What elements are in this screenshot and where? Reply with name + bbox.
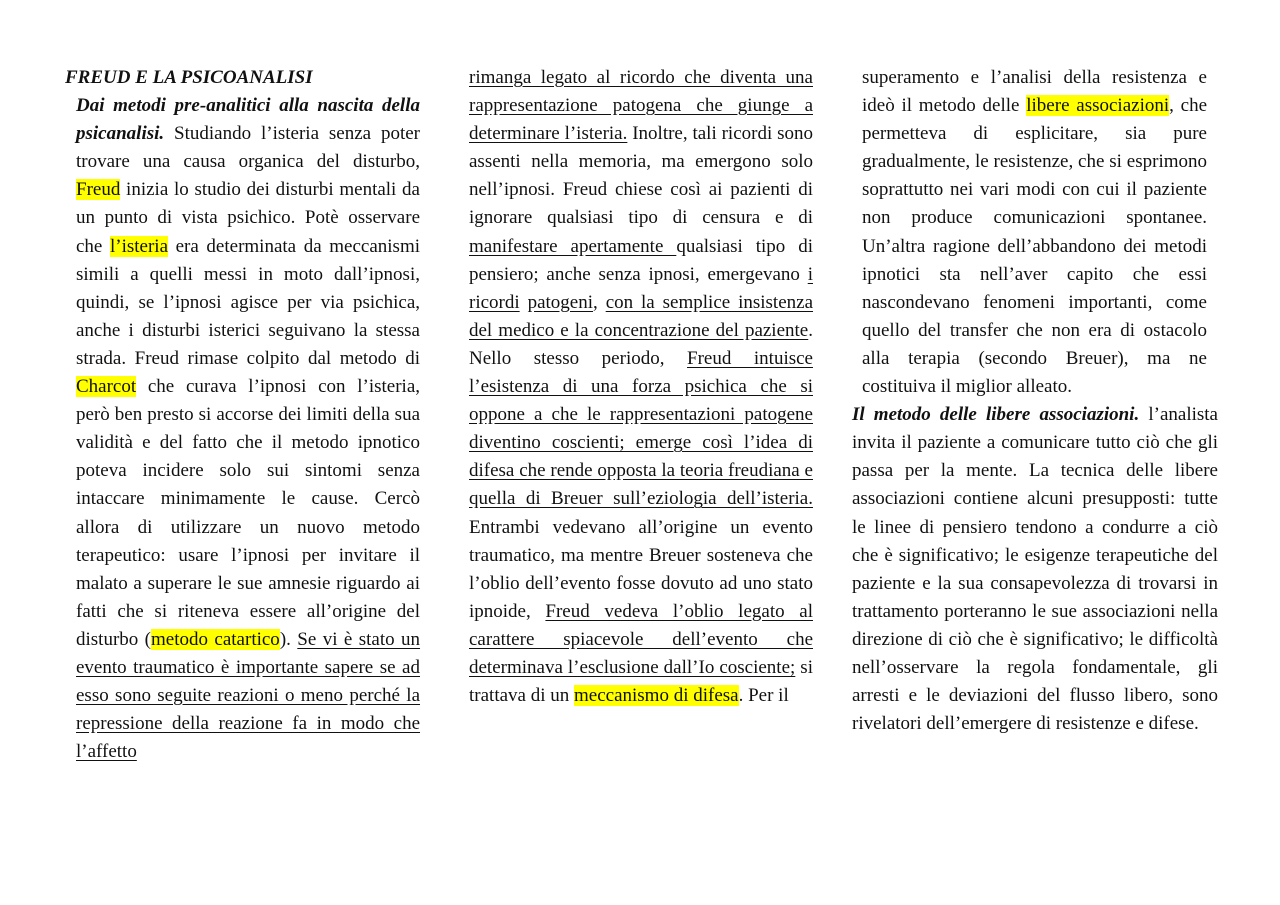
- underlined-text: rimanga legato al ricordo che diventa una rappresentazione patogena che giunge a determinare l’isteria.: [469, 67, 813, 145]
- document-title: FREUD E LA PSICOANALISI: [65, 67, 313, 88]
- section-heading-dot: .: [159, 123, 165, 145]
- underlined-text: i ricordi: [469, 263, 813, 313]
- paragraph-pre-analytic-methods: [76, 92, 420, 766]
- text-run: Inoltre, tali ricordi sono assenti nella memoria, ma emergono solo nell’ipnosi. Freud chiese così ai pazienti di ignorare qualsiasi tipo di censura e di: [469, 123, 813, 229]
- text-run: ).: [279, 628, 298, 650]
- text-run: era determinata da meccanismi simili a quelli messi in moto dall’ipnosi, quindi, se l’ipnosi agisce per via psichica, anche i disturbi isterici seguivano la stessa strada. Freud rimase colpito dal metodo di: [76, 235, 420, 369]
- text-run: si trattava di un: [469, 656, 813, 707]
- text-run: che curava l’ipnosi con l’isteria, però ben presto si accorse dei limiti della sua validità e del fatto che il metodo ipnotico poteva incidere solo sui sintomi senza intaccare minimamente le cause. Cercò allora di utilizzare un nuovo metodo terapeutico: usare l’ipnosi per invitare il malato a superare le sue amnesie riguardo ai fatti che si riteneva essere all’origine del disturbo (: [76, 376, 420, 650]
- paragraph-free-association-method: [852, 401, 1218, 738]
- text-run: , che permetteva di esplicitare, sia pure gradualmente, le resistenze, che si esprimono soprattutto nei vari modi con cui il paziente non produce comunicazioni spontanee. Un’altra ragione dell’abbandono dei metodi ipnotici sta nell’aver capito che essi nascondevano fenomeni importanti, come quello del transfer che non era di ostacolo alla terapia (secondo Breuer), ma ne costituiva il miglior alleato.: [862, 95, 1208, 398]
- highlight-meccanismo-di-difesa: meccanismo di difesa: [574, 685, 739, 707]
- text-run: . Nello stesso periodo,: [469, 319, 813, 369]
- text-run: qualsiasi tipo di pensiero; anche senza ipnosi, emergevano: [469, 235, 813, 285]
- text-run: ,: [593, 291, 606, 313]
- highlight-charcot: Charcot: [76, 376, 137, 398]
- column-3: [852, 64, 1218, 738]
- highlight-metodo-catartico: metodo catartico: [151, 628, 280, 650]
- text-run: Studiando l’isteria senza poter trovare una causa organica del disturbo,: [76, 123, 420, 173]
- underlined-text: manifestare apertamente: [469, 235, 677, 257]
- section-heading-free-association: Il metodo delle libere associazioni.: [852, 404, 1140, 426]
- section-heading-pre-analytic: Dai metodi pre-analitici alla nascita della psicanalisi: [76, 95, 420, 145]
- text-run: inizia lo studio dei disturbi mentali da un punto di vista psichico. Potè osservare che: [76, 179, 420, 257]
- highlight-libere-associazioni: libere associazioni: [1026, 95, 1170, 117]
- column-2: [469, 64, 813, 710]
- highlight-freud: Freud: [76, 179, 121, 201]
- underlined-text: Freud vedeva l’oblio legato al carattere spiacevole dell’evento che determinava l’esclusione dall’Io cosciente;: [469, 600, 813, 678]
- paragraph-resistance: [852, 64, 1218, 401]
- highlight-isteria: l’isteria: [109, 235, 169, 257]
- text-run: Entrambi vedevano all’origine un evento traumatico, ma mentre Breuer sosteneva che l’oblio dell’evento fosse dovuto ad uno stato ipnoide,: [469, 516, 813, 622]
- text-run: . Per il: [738, 685, 789, 707]
- text-run: [520, 292, 528, 313]
- underlined-text: patogeni: [527, 291, 594, 313]
- paragraph-continuation: [469, 64, 813, 710]
- underlined-text: Freud intuisce l’esistenza di una forza psichica che si oppone a che le rappresentazioni patogene diventino coscienti; emerge così l’idea di difesa che rende opposta la teoria freudiana e quella di Breuer sull’eziologia dell’isteria.: [469, 347, 813, 510]
- text-run: l’analista invita il paziente a comunicare tutto ciò che gli passa per la mente. La tecnica delle libere associazioni contiene alcuni presupposti: tutte le linee di pensiero tendono a condurre a ciò che è significativo; le esigenze terapeutiche del paziente e la sua consapevolezza di trovarsi in trattamento porteranno le sue associazioni nella direzione di ciò che è significativo; le difficoltà nell’osservare la regola fondamentale, gli arresti e le deviazioni del flusso libero, sono rivelatori dell’emergere di resistenze e difese.: [852, 404, 1218, 735]
- underlined-text: con la semplice insistenza del medico e la concentrazione del paziente: [469, 291, 814, 341]
- underlined-text: Se vi è stato un evento traumatico è importante sapere se ad esso sono seguite reazioni o meno perché la repressione della reazione fa in modo che l’affetto: [76, 628, 421, 763]
- column-1: [65, 64, 421, 766]
- text-run: superamento e l’analisi della resistenza e ideò il metodo delle: [862, 67, 1207, 117]
